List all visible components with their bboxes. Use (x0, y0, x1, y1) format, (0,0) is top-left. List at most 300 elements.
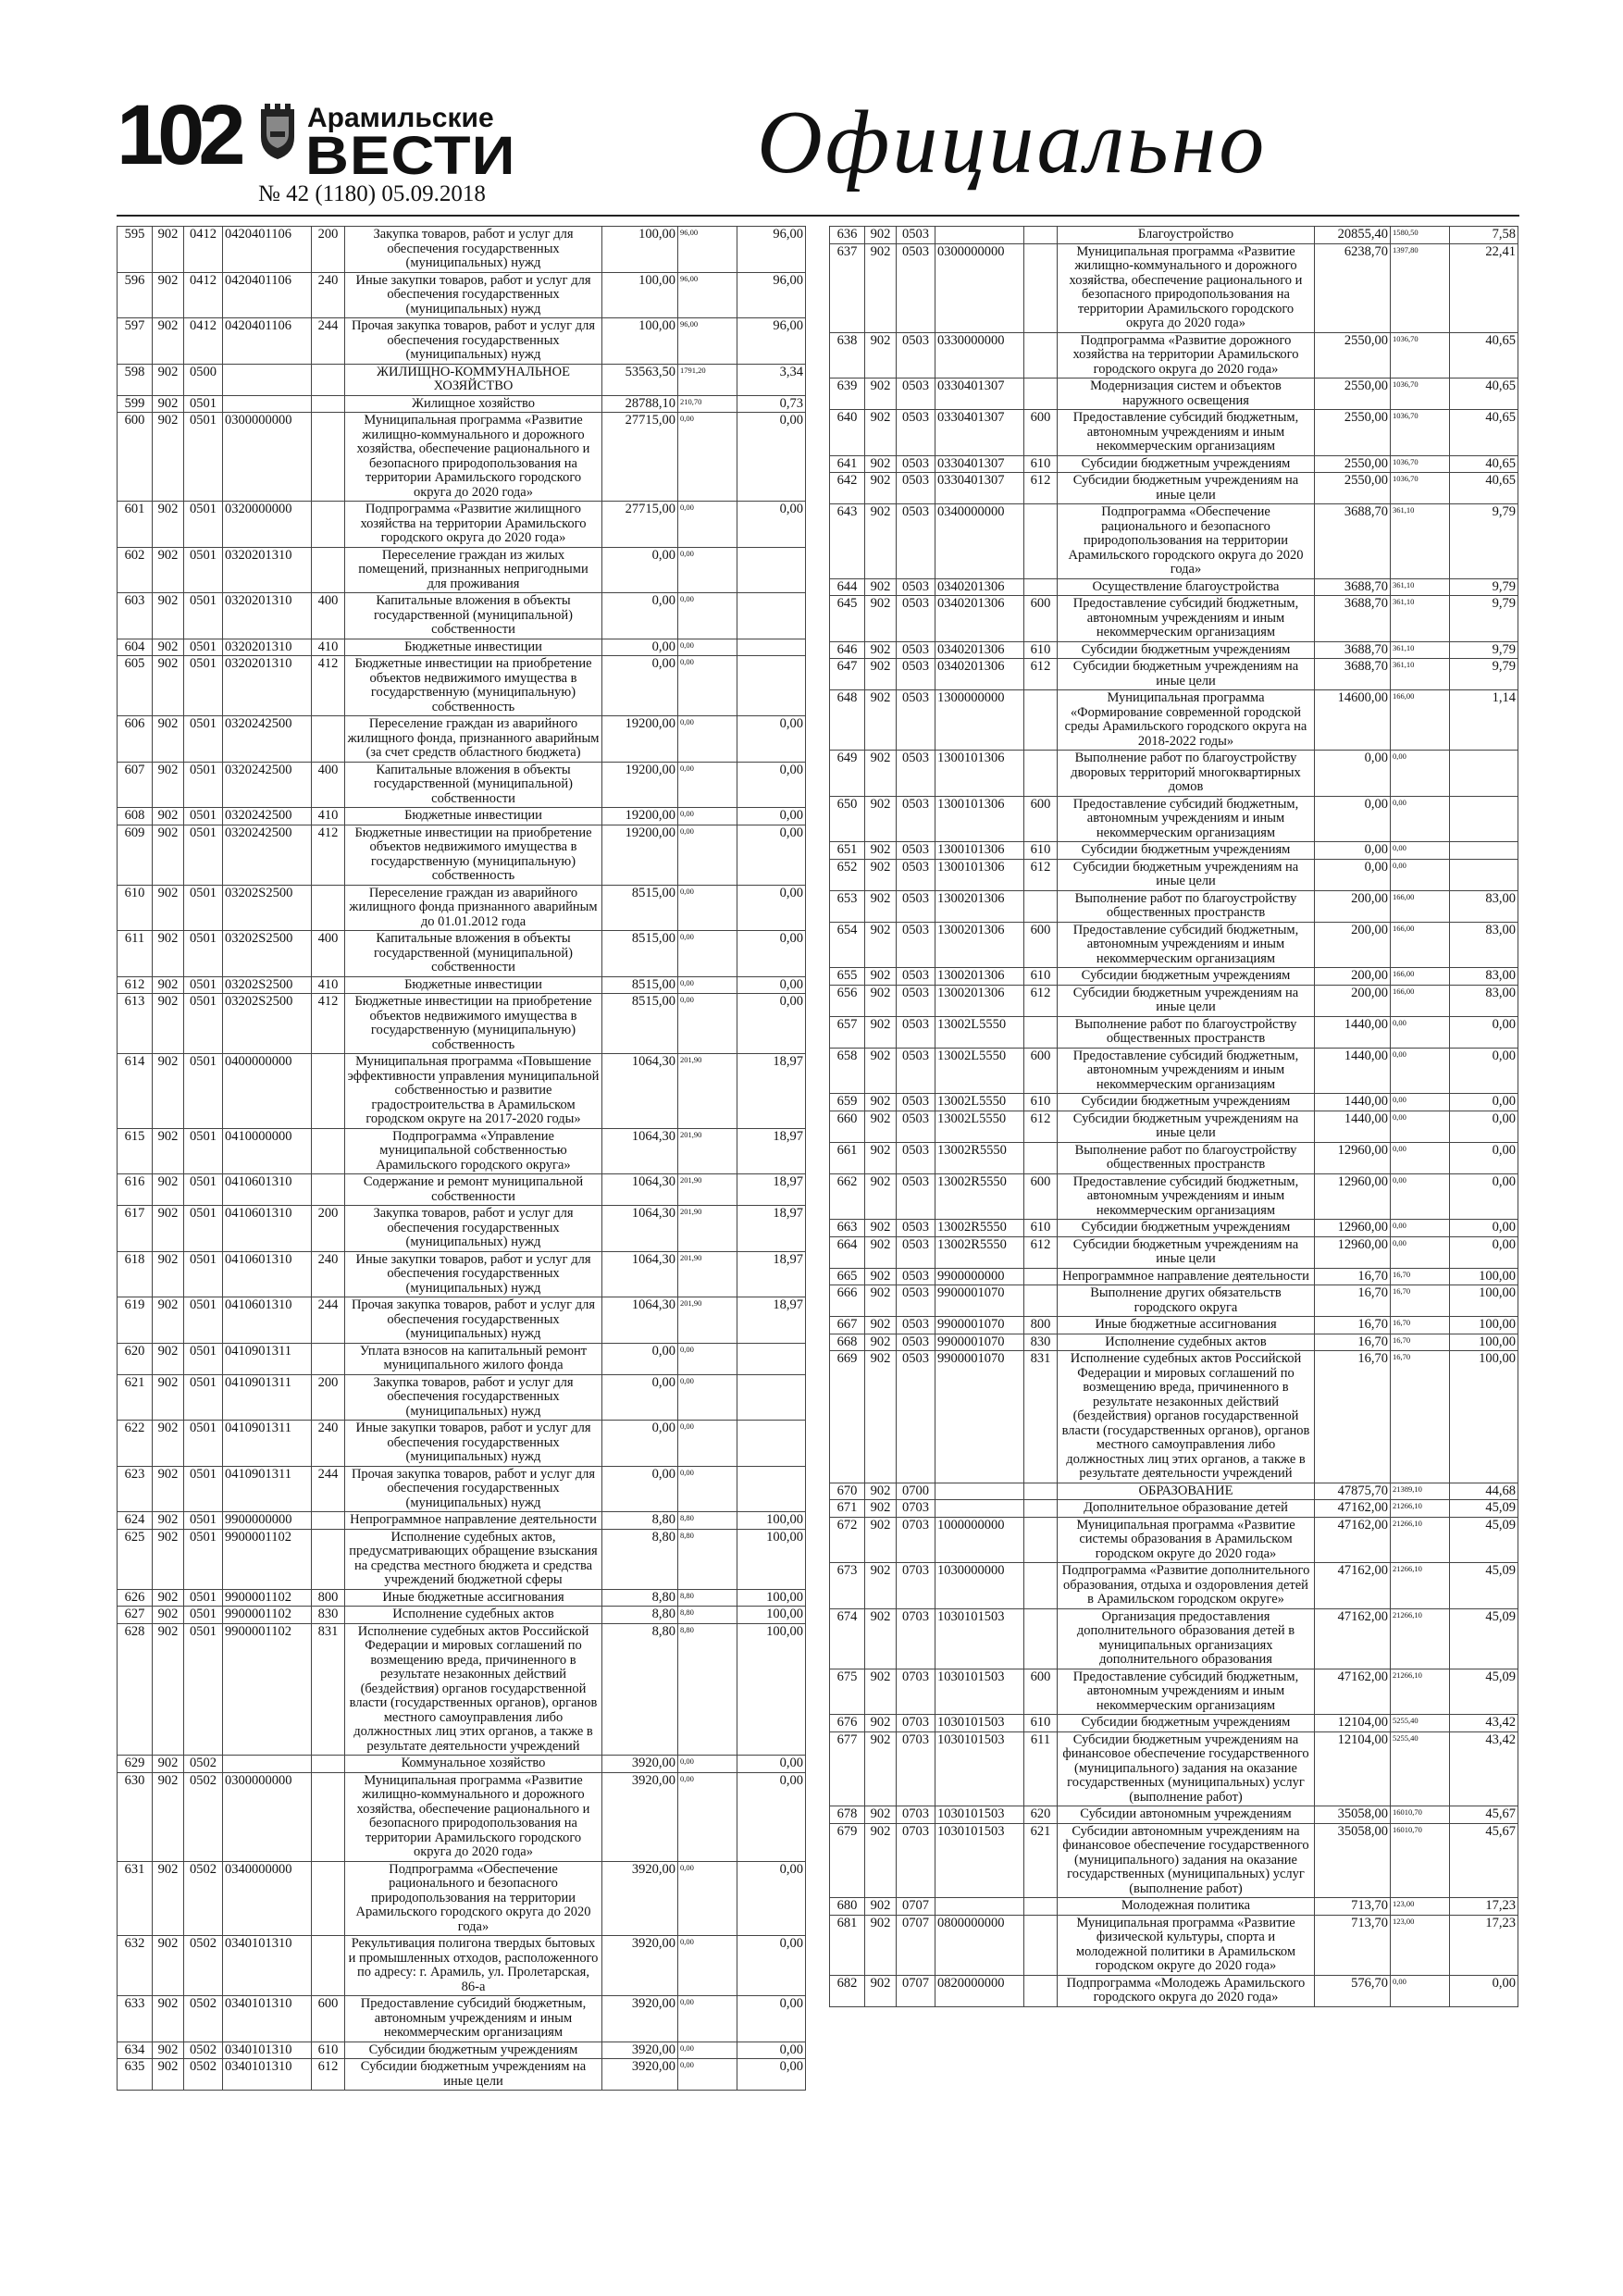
expense-type-cell (312, 1772, 345, 1861)
actual-amount-cell: 0,00 (1391, 1016, 1450, 1048)
ministry-code-cell: 902 (865, 985, 897, 1016)
actual-amount-cell: 16,70 (1391, 1317, 1450, 1334)
actual-amount-cell: 16010,70 (1391, 1806, 1450, 1824)
item-name-cell: Закупка товаров, работ и услуг для обеспечения государственных (муниципальных) нужд (345, 1206, 602, 1252)
item-name-cell: Коммунальное хозяйство (345, 1756, 602, 1773)
ministry-code-cell: 902 (153, 716, 184, 763)
percent-cell (737, 547, 806, 593)
row-number-cell: 670 (830, 1483, 865, 1500)
actual-amount-cell: 123,00 (1391, 1898, 1450, 1916)
ministry-code-cell: 902 (865, 751, 897, 797)
section-code-cell: 0503 (897, 1351, 935, 1483)
target-article-cell: 0330401307 (935, 379, 1024, 410)
plan-amount-cell: 1064,30 (602, 1206, 678, 1252)
percent-cell: 45,67 (1450, 1806, 1518, 1824)
table-row (118, 1607, 806, 1624)
actual-amount-cell: 0,00 (1391, 1236, 1450, 1268)
ministry-code-cell: 902 (153, 1936, 184, 1996)
table-row (830, 659, 1518, 690)
target-article-cell: 1030101503 (935, 1715, 1024, 1732)
plan-amount-cell: 19200,00 (602, 762, 678, 808)
plan-amount-cell: 2550,00 (1315, 379, 1391, 410)
expense-type-cell: 831 (1024, 1351, 1058, 1483)
percent-cell: 0,00 (1450, 1016, 1518, 1048)
expense-type-cell (312, 413, 345, 502)
plan-amount-cell: 200,00 (1315, 968, 1391, 986)
section-code-cell: 0503 (897, 1094, 935, 1111)
section-code-cell: 0501 (184, 1297, 223, 1344)
percent-cell: 44,68 (1450, 1483, 1518, 1500)
target-article-cell: 1030101503 (935, 1608, 1024, 1669)
plan-amount-cell: 0,00 (1315, 796, 1391, 842)
section-code-cell: 0412 (184, 272, 223, 318)
target-article-cell: 0410901311 (223, 1421, 312, 1467)
expense-type-cell: 412 (312, 656, 345, 716)
item-name-cell: Переселение граждан из аварийного жилищного фонда, признанного аварийным (за счет средств областного бюджета) (345, 716, 602, 763)
row-number-cell: 677 (830, 1731, 865, 1806)
page-header (0, 0, 1623, 220)
expense-type-cell: 244 (312, 1297, 345, 1344)
item-name-cell: Муниципальная программа «Повышение эффективности управления муниципальной собственностью и развитие градостроительства в Арамильском городском округе на 2017-2020 годы» (345, 1054, 602, 1129)
percent-cell (1450, 842, 1518, 860)
section-code-cell: 0502 (184, 1772, 223, 1861)
section-code-cell: 0703 (897, 1806, 935, 1824)
table-row (830, 1048, 1518, 1094)
plan-amount-cell: 8,80 (602, 1623, 678, 1756)
actual-amount-cell: 0,00 (678, 808, 737, 825)
expense-type-cell (1024, 1608, 1058, 1669)
target-article-cell: 9900000000 (935, 1268, 1024, 1285)
percent-cell: 17,23 (1450, 1915, 1518, 1975)
table-row (830, 1500, 1518, 1518)
item-name-cell: Осуществление благоустройства (1058, 578, 1315, 596)
item-name-cell: Капитальные вложения в объекты государственной (муниципальной) собственности (345, 931, 602, 977)
expense-type-cell (312, 885, 345, 931)
percent-cell: 100,00 (1450, 1317, 1518, 1334)
target-article-cell: 9900001102 (223, 1589, 312, 1607)
item-name-cell: Уплата взносов на капитальный ремонт муниципального жилого фонда (345, 1343, 602, 1374)
table-row (118, 885, 806, 931)
percent-cell (1450, 859, 1518, 890)
plan-amount-cell: 8515,00 (602, 885, 678, 931)
expense-type-cell (1024, 1016, 1058, 1048)
percent-cell: 100,00 (1450, 1285, 1518, 1317)
row-number-cell: 618 (118, 1251, 153, 1297)
actual-amount-cell: 0,00 (678, 2059, 737, 2091)
target-article-cell: 9900001070 (935, 1351, 1024, 1483)
ministry-code-cell: 902 (865, 641, 897, 659)
plan-amount-cell: 12960,00 (1315, 1236, 1391, 1268)
ministry-code-cell: 902 (153, 1756, 184, 1773)
section-code-cell: 0703 (897, 1608, 935, 1669)
table-row (830, 1915, 1518, 1975)
table-row (830, 1731, 1518, 1806)
percent-cell: 83,00 (1450, 922, 1518, 968)
ministry-code-cell: 902 (153, 547, 184, 593)
ministry-code-cell: 902 (153, 1589, 184, 1607)
item-name-cell: Предоставление субсидий бюджетным, автономным учреждениям и иным некоммерческим организациям (1058, 1173, 1315, 1220)
target-article-cell: 03202S2500 (223, 885, 312, 931)
item-name-cell: Исполнение судебных актов (1058, 1334, 1315, 1351)
percent-cell: 83,00 (1450, 890, 1518, 922)
ministry-code-cell: 902 (865, 379, 897, 410)
target-article-cell: 0320242500 (223, 808, 312, 825)
expense-type-cell: 400 (312, 593, 345, 639)
table-row (118, 318, 806, 365)
brand-line-2: ВЕСТИ (305, 126, 516, 186)
table-row (830, 1975, 1518, 2006)
table-row (118, 1054, 806, 1129)
ministry-code-cell: 902 (153, 593, 184, 639)
section-code-cell: 0502 (184, 1861, 223, 1936)
actual-amount-cell: 0,00 (678, 1861, 737, 1936)
target-article-cell: 0340101310 (223, 1936, 312, 1996)
table-row (118, 825, 806, 885)
row-number-cell: 599 (118, 395, 153, 413)
expense-type-cell (1024, 578, 1058, 596)
actual-amount-cell: 0,00 (1391, 796, 1450, 842)
plan-amount-cell: 1440,00 (1315, 1094, 1391, 1111)
item-name-cell: Предоставление субсидий бюджетным, автономным учреждениям и иным некоммерческим организациям (1058, 410, 1315, 456)
section-code-cell: 0503 (897, 578, 935, 596)
ministry-code-cell: 902 (153, 1512, 184, 1530)
plan-amount-cell: 16,70 (1315, 1317, 1391, 1334)
table-row (118, 395, 806, 413)
item-name-cell: Субсидии бюджетным учреждениям на иные цели (1058, 473, 1315, 504)
row-number-cell: 597 (118, 318, 153, 365)
target-article-cell: 0420401106 (223, 318, 312, 365)
actual-amount-cell: 0,00 (678, 1466, 737, 1512)
section-code-cell: 0501 (184, 593, 223, 639)
table-row (118, 994, 806, 1054)
percent-cell: 0,00 (737, 413, 806, 502)
percent-cell: 45,09 (1450, 1608, 1518, 1669)
table-row (118, 1512, 806, 1530)
item-name-cell: Предоставление субсидий бюджетным, автономным учреждениям и иным некоммерческим организациям (1058, 1048, 1315, 1094)
budget-table-right (829, 226, 1518, 2007)
ministry-code-cell: 902 (153, 656, 184, 716)
row-number-cell: 649 (830, 751, 865, 797)
coat-of-arms-icon (257, 104, 298, 163)
actual-amount-cell: 5255,40 (1391, 1715, 1450, 1732)
ministry-code-cell: 902 (865, 1016, 897, 1048)
item-name-cell: Бюджетные инвестиции (345, 639, 602, 656)
section-code-cell: 0501 (184, 1607, 223, 1624)
row-number-cell: 665 (830, 1268, 865, 1285)
percent-cell: 100,00 (737, 1589, 806, 1607)
plan-amount-cell: 1064,30 (602, 1128, 678, 1174)
percent-cell: 0,00 (1450, 1236, 1518, 1268)
section-code-cell: 0501 (184, 885, 223, 931)
table-row (830, 1669, 1518, 1715)
plan-amount-cell: 28788,10 (602, 395, 678, 413)
actual-amount-cell: 361,10 (1391, 641, 1450, 659)
percent-cell: 17,23 (1450, 1898, 1518, 1916)
target-article-cell: 0300000000 (223, 413, 312, 502)
item-name-cell: Модернизация систем и объектов наружного освещения (1058, 379, 1315, 410)
ministry-code-cell: 902 (153, 762, 184, 808)
item-name-cell: Субсидии бюджетным учреждениям (345, 2042, 602, 2059)
row-number-cell: 663 (830, 1220, 865, 1237)
item-name-cell: Предоставление субсидий бюджетным, автономным учреждениям и иным некоммерческим организациям (1058, 596, 1315, 642)
item-name-cell: Субсидии бюджетным учреждениям на иные цели (1058, 659, 1315, 690)
actual-amount-cell: 0,00 (678, 976, 737, 994)
budget-table-left (117, 226, 806, 2091)
item-name-cell: Выполнение других обязательств городского округа (1058, 1285, 1315, 1317)
plan-amount-cell: 19200,00 (602, 808, 678, 825)
expense-type-cell (1024, 890, 1058, 922)
section-code-cell: 0500 (184, 364, 223, 395)
actual-amount-cell: 21266,10 (1391, 1517, 1450, 1563)
target-article-cell: 9900001070 (935, 1317, 1024, 1334)
plan-amount-cell: 20855,40 (1315, 227, 1391, 244)
ministry-code-cell: 902 (865, 1915, 897, 1975)
target-article-cell: 03202S2500 (223, 994, 312, 1054)
plan-amount-cell: 200,00 (1315, 985, 1391, 1016)
expense-type-cell (1024, 379, 1058, 410)
percent-cell: 100,00 (1450, 1268, 1518, 1285)
plan-amount-cell: 1440,00 (1315, 1048, 1391, 1094)
row-number-cell: 634 (118, 2042, 153, 2059)
target-article-cell: 1030101503 (935, 1806, 1024, 1824)
plan-amount-cell: 3920,00 (602, 1756, 678, 1773)
actual-amount-cell: 1036,70 (1391, 332, 1450, 379)
target-article-cell: 0340101310 (223, 1996, 312, 2042)
actual-amount-cell: 96,00 (678, 318, 737, 365)
target-article-cell: 1030101503 (935, 1669, 1024, 1715)
plan-amount-cell: 3688,70 (1315, 578, 1391, 596)
ministry-code-cell: 902 (865, 1898, 897, 1916)
row-number-cell: 669 (830, 1351, 865, 1483)
expense-type-cell: 611 (1024, 1731, 1058, 1806)
section-code-cell: 0501 (184, 413, 223, 502)
expense-type-cell: 400 (312, 762, 345, 808)
percent-cell (737, 1374, 806, 1421)
plan-amount-cell: 3920,00 (602, 2059, 678, 2091)
item-name-cell: Предоставление субсидий бюджетным, автономным учреждениям и иным некоммерческим организациям (1058, 796, 1315, 842)
actual-amount-cell: 0,00 (1391, 1111, 1450, 1142)
plan-amount-cell: 47162,00 (1315, 1669, 1391, 1715)
section-code-cell: 0501 (184, 1421, 223, 1467)
ministry-code-cell: 902 (153, 1343, 184, 1374)
actual-amount-cell: 8,80 (678, 1623, 737, 1756)
table-row (830, 1608, 1518, 1669)
expense-type-cell: 612 (1024, 859, 1058, 890)
ministry-code-cell: 902 (865, 842, 897, 860)
table-row (830, 890, 1518, 922)
table-row (830, 379, 1518, 410)
expense-type-cell: 830 (1024, 1334, 1058, 1351)
row-number-cell: 658 (830, 1048, 865, 1094)
actual-amount-cell: 0,00 (1391, 1094, 1450, 1111)
item-name-cell: Подпрограмма «Управление муниципальной собственностью Арамильского городского округа» (345, 1128, 602, 1174)
target-article-cell: 0410601310 (223, 1297, 312, 1344)
percent-cell: 96,00 (737, 227, 806, 273)
target-article-cell: 0320000000 (223, 502, 312, 548)
actual-amount-cell: 0,00 (1391, 842, 1450, 860)
item-name-cell: Субсидии автономным учреждениям на финансовое обеспечение государственного (муниципального) задания на оказание государственных (муниципальных) услуг (выполнение работ) (1058, 1823, 1315, 1898)
plan-amount-cell: 0,00 (1315, 842, 1391, 860)
expense-type-cell: 620 (1024, 1806, 1058, 1824)
section-code-cell: 0501 (184, 639, 223, 656)
expense-type-cell (312, 716, 345, 763)
section-code-cell: 0703 (897, 1669, 935, 1715)
ministry-code-cell: 902 (153, 976, 184, 994)
plan-amount-cell: 6238,70 (1315, 243, 1391, 332)
percent-cell (1450, 796, 1518, 842)
percent-cell: 18,97 (737, 1128, 806, 1174)
actual-amount-cell: 0,00 (678, 762, 737, 808)
actual-amount-cell: 201,90 (678, 1128, 737, 1174)
item-name-cell: Бюджетные инвестиции на приобретение объектов недвижимого имущества в государственную (муниципальную) собственность (345, 656, 602, 716)
plan-amount-cell: 3920,00 (602, 2042, 678, 2059)
section-code-cell: 0501 (184, 808, 223, 825)
item-name-cell: Рекультивация полигона твердых бытовых и промышленных отходов, расположенного по адресу: г. Арамиль, ул. Пролетарская, 86-а (345, 1936, 602, 1996)
ministry-code-cell: 902 (865, 1483, 897, 1500)
table-row (118, 762, 806, 808)
target-article-cell: 13002R5550 (935, 1220, 1024, 1237)
table-row (830, 922, 1518, 968)
target-article-cell (935, 227, 1024, 244)
actual-amount-cell: 0,00 (678, 1936, 737, 1996)
actual-amount-cell: 166,00 (1391, 985, 1450, 1016)
actual-amount-cell: 201,90 (678, 1251, 737, 1297)
item-name-cell: Бюджетные инвестиции (345, 808, 602, 825)
ministry-code-cell: 902 (865, 1048, 897, 1094)
percent-cell: 0,00 (1450, 1094, 1518, 1111)
plan-amount-cell: 53563,50 (602, 364, 678, 395)
target-article-cell: 0320201310 (223, 547, 312, 593)
section-code-cell: 0503 (897, 1285, 935, 1317)
table-row (830, 1016, 1518, 1048)
section-code-cell: 0501 (184, 1343, 223, 1374)
section-code-cell: 0703 (897, 1731, 935, 1806)
row-number-cell: 614 (118, 1054, 153, 1129)
expense-type-cell: 612 (1024, 1236, 1058, 1268)
expense-type-cell: 610 (1024, 842, 1058, 860)
row-number-cell: 617 (118, 1206, 153, 1252)
row-number-cell: 616 (118, 1174, 153, 1206)
ministry-code-cell: 902 (153, 364, 184, 395)
item-name-cell: Предоставление субсидий бюджетным, автономным учреждениям и иным некоммерческим организациям (1058, 922, 1315, 968)
ministry-code-cell: 902 (153, 1128, 184, 1174)
ministry-code-cell: 902 (865, 890, 897, 922)
expense-type-cell (1024, 227, 1058, 244)
target-article-cell: 03202S2500 (223, 931, 312, 977)
row-number-cell: 608 (118, 808, 153, 825)
target-article-cell: 0420401106 (223, 272, 312, 318)
ministry-code-cell: 902 (153, 1861, 184, 1936)
ministry-code-cell: 902 (153, 318, 184, 365)
row-number-cell: 612 (118, 976, 153, 994)
table-row (118, 364, 806, 395)
actual-amount-cell: 21266,10 (1391, 1563, 1450, 1609)
plan-amount-cell: 47162,00 (1315, 1608, 1391, 1669)
ministry-code-cell: 902 (153, 994, 184, 1054)
row-number-cell: 647 (830, 659, 865, 690)
section-code-cell: 0503 (897, 1048, 935, 1094)
section-code-cell: 0501 (184, 395, 223, 413)
row-number-cell: 603 (118, 593, 153, 639)
table-row (118, 1251, 806, 1297)
item-name-cell: Субсидии бюджетным учреждениям (1058, 1220, 1315, 1237)
item-name-cell: Муниципальная программа «Формирование современной городской среды Арамильского городского округа на 2018-2022 годы» (1058, 690, 1315, 751)
table-row (830, 690, 1518, 751)
actual-amount-cell: 8,80 (678, 1607, 737, 1624)
table-row (118, 976, 806, 994)
section-code-cell: 0502 (184, 2059, 223, 2091)
item-name-cell: Иные бюджетные ассигнования (1058, 1317, 1315, 1334)
percent-cell: 83,00 (1450, 968, 1518, 986)
row-number-cell: 675 (830, 1669, 865, 1715)
plan-amount-cell: 2550,00 (1315, 332, 1391, 379)
percent-cell: 0,00 (1450, 1173, 1518, 1220)
table-row (830, 1517, 1518, 1563)
expense-type-cell: 610 (312, 2042, 345, 2059)
row-number-cell: 596 (118, 272, 153, 318)
section-code-cell: 0503 (897, 690, 935, 751)
target-article-cell: 0320242500 (223, 716, 312, 763)
expense-type-cell: 612 (1024, 1111, 1058, 1142)
section-code-cell: 0503 (897, 1317, 935, 1334)
target-article-cell: 0330000000 (935, 332, 1024, 379)
percent-cell: 18,97 (737, 1054, 806, 1129)
ministry-code-cell: 902 (153, 1054, 184, 1129)
actual-amount-cell: 0,00 (678, 1772, 737, 1861)
expense-type-cell (312, 502, 345, 548)
plan-amount-cell: 0,00 (602, 1343, 678, 1374)
percent-cell: 9,79 (1450, 578, 1518, 596)
plan-amount-cell: 3920,00 (602, 1936, 678, 1996)
target-article-cell: 0300000000 (223, 1772, 312, 1861)
table-row (118, 1589, 806, 1607)
expense-type-cell: 612 (1024, 985, 1058, 1016)
target-article-cell: 0410000000 (223, 1128, 312, 1174)
ministry-code-cell: 902 (865, 1351, 897, 1483)
expense-type-cell: 412 (312, 994, 345, 1054)
table-row (118, 272, 806, 318)
item-name-cell: Подпрограмма «Обеспечение рационального и безопасного природопользования на территории Арамильского городского округа до 2020 года» (345, 1861, 602, 1936)
row-number-cell: 660 (830, 1111, 865, 1142)
target-article-cell: 0340000000 (935, 504, 1024, 579)
item-name-cell: ОБРАЗОВАНИЕ (1058, 1483, 1315, 1500)
expense-type-cell (312, 1936, 345, 1996)
expense-type-cell: 600 (1024, 1173, 1058, 1220)
ministry-code-cell: 902 (153, 1206, 184, 1252)
section-code-cell: 0503 (897, 596, 935, 642)
plan-amount-cell: 47162,00 (1315, 1563, 1391, 1609)
expense-type-cell: 830 (312, 1607, 345, 1624)
section-code-cell: 0501 (184, 547, 223, 593)
actual-amount-cell: 16,70 (1391, 1268, 1450, 1285)
header-rule (117, 215, 1519, 217)
section-code-cell: 0703 (897, 1500, 935, 1518)
table-row (830, 578, 1518, 596)
actual-amount-cell: 1036,70 (1391, 455, 1450, 473)
target-article-cell: 13002L5550 (935, 1048, 1024, 1094)
expense-type-cell: 610 (1024, 1220, 1058, 1237)
section-code-cell: 0501 (184, 1374, 223, 1421)
actual-amount-cell: 21266,10 (1391, 1669, 1450, 1715)
percent-cell: 3,34 (737, 364, 806, 395)
table-row (118, 1343, 806, 1374)
row-number-cell: 598 (118, 364, 153, 395)
table-row (830, 596, 1518, 642)
row-number-cell: 631 (118, 1861, 153, 1936)
target-article-cell: 13002L5550 (935, 1016, 1024, 1048)
target-article-cell: 0420401106 (223, 227, 312, 273)
item-name-cell: Муниципальная программа «Развитие жилищно-коммунального и дорожного хозяйства, обеспечение рационального и безопасного природопользования на территории Арамильского городского округа до 2020 года» (345, 413, 602, 502)
